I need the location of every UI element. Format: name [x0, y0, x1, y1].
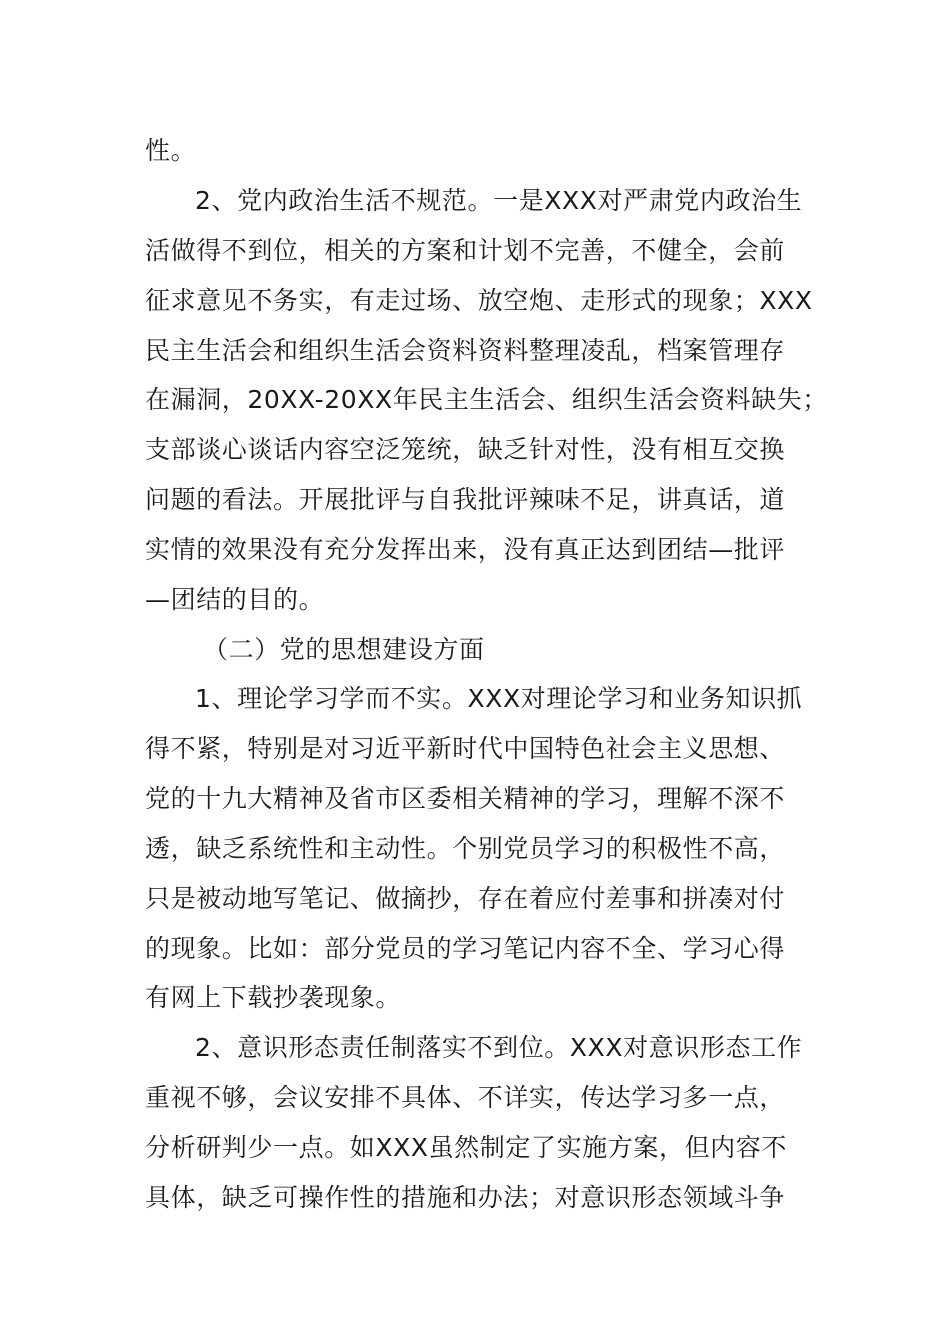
- text-line: 2、意识形态责任制落实不到位。XXX对意识形态工作: [195, 1033, 803, 1062]
- text-line: 分析研判少一点。如XXX虽然制定了实施方案，但内容不: [145, 1133, 787, 1162]
- text-line: 征求意见不务实，有走过场、放空炮、走形式的现象；XXX: [145, 286, 813, 315]
- text-line: 有网上下载抄袭现象。: [145, 983, 402, 1012]
- text-line: 的现象。比如：部分党员的学习笔记内容不全、学习心得: [145, 934, 786, 963]
- text-line: 得不紧，特别是对习近平新时代中国特色社会主义思想、: [145, 734, 786, 763]
- text-line: 支部谈心谈话内容空泛笼统，缺乏针对性，没有相互交换: [145, 435, 786, 464]
- text-line: 实情的效果没有充分发挥出来，没有真正达到团结—批评: [145, 535, 786, 564]
- section-heading: （二）党的思想建设方面: [203, 635, 485, 664]
- text-line: 性。: [145, 136, 197, 165]
- text-line: 透，缺乏系统性和主动性。个别党员学习的积极性不高，: [145, 834, 786, 863]
- text-line: 在漏洞，20XX-20XX年民主生活会、组织生活会资料缺失；: [145, 385, 828, 414]
- text-line: 1、理论学习学而不实。XXX对理论学习和业务知识抓: [195, 684, 803, 713]
- text-line: 活做得不到位，相关的方案和计划不完善，不健全，会前: [145, 236, 786, 265]
- text-line: 问题的看法。开展批评与自我批评辣味不足，讲真话，道: [145, 485, 786, 514]
- text-line: 2、党内政治生活不规范。一是XXX对严肃党内政治生: [195, 186, 803, 215]
- text-line: 具体，缺乏可操作性的措施和办法；对意识形态领域斗争: [145, 1183, 786, 1212]
- text-line: 只是被动地写笔记、做摘抄，存在着应付差事和拼凑对付: [145, 884, 786, 913]
- text-line: —团结的目的。: [145, 585, 325, 614]
- text-line: 党的十九大精神及省市区委相关精神的学习，理解不深不: [145, 784, 786, 813]
- text-line: 民主生活会和组织生活会资料资料整理凌乱，档案管理存: [145, 336, 786, 365]
- text-line: 重视不够，会议安排不具体、不详实，传达学习多一点，: [145, 1083, 786, 1112]
